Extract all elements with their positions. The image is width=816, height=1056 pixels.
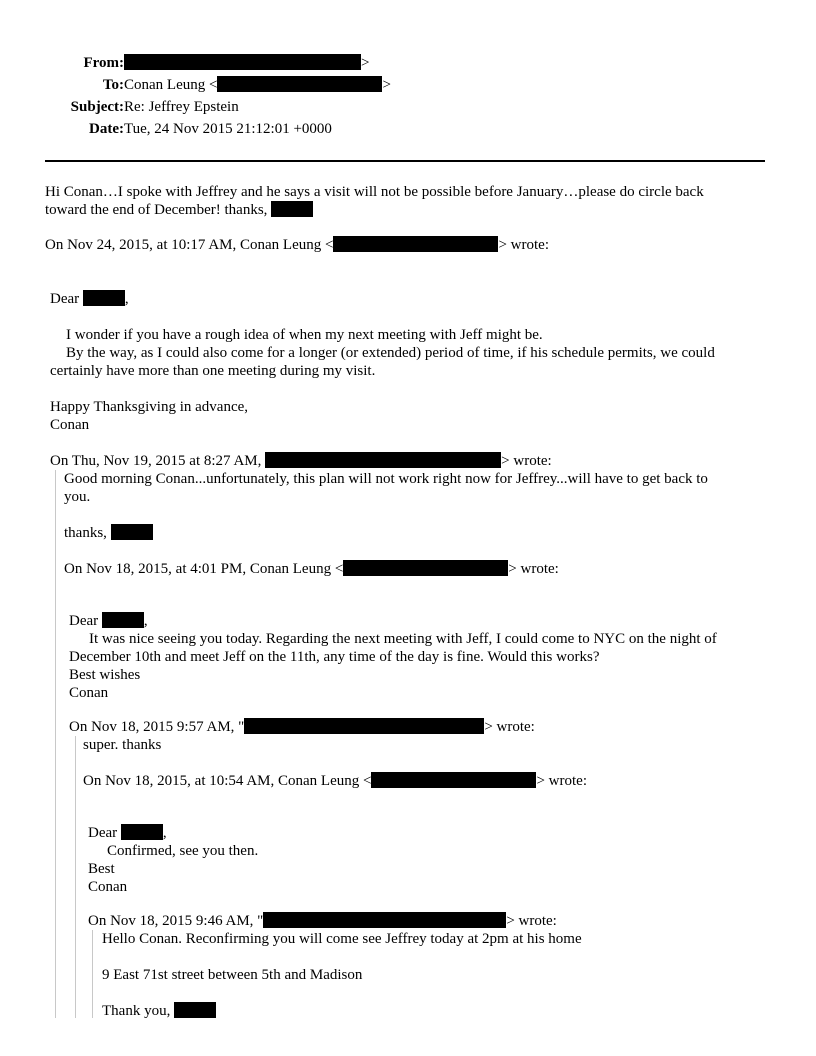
redaction-bar [174, 1002, 216, 1018]
redaction-bar [124, 54, 361, 70]
quote1-closing-1: Happy Thanksgiving in advance, [50, 399, 249, 415]
reply-line-1: Hi Conan…I spoke with Jeffrey and he says a visit will not be possible before January…please do circle back [45, 184, 704, 200]
quote3-line-4: Conan [69, 685, 109, 701]
quote3-line-3: Best wishes [69, 667, 141, 683]
quote3-attribution: On Nov 18, 2015, at 4:01 PM, Conan Leung < > wrote: [64, 561, 559, 577]
redaction-bar [343, 560, 508, 576]
quote4-attribution: On Nov 18, 2015 9:57 AM, " > wrote: [69, 719, 535, 735]
quote1-body-2a: By the way, as I could also come for a longer (or extended) period of time, if his schedule permits, we could [66, 345, 715, 361]
subject-label: Subject: [70, 99, 124, 115]
quote3-line-1: It was nice seeing you today. Regarding the next meeting with Jeff, I could come to NYC on the night of [89, 631, 717, 647]
quote3-line-2: December 10th and meet Jeff on the 11th, any time of the day is fine. Would this works? [69, 649, 600, 665]
redaction-bar [217, 76, 382, 92]
quote6-line-1: Hello Conan. Reconfirming you will come see Jeffrey today at 2pm at his home [102, 931, 582, 947]
quote2-line-2: you. [64, 489, 91, 505]
quote-bar-level-3 [92, 930, 93, 1018]
quote1-greeting: Dear , [50, 291, 129, 307]
quote-bar-level-2 [75, 736, 76, 1018]
quote-bar-level-1 [55, 470, 56, 1018]
redaction-bar [121, 824, 163, 840]
quote1-closing-2: Conan [50, 417, 90, 433]
quote5-attribution: On Nov 18, 2015, at 10:54 AM, Conan Leung < > wrote: [83, 773, 587, 789]
quote5-line-2: Best [88, 861, 115, 877]
quote5-line-1: Confirmed, see you then. [107, 843, 259, 859]
to-label: To: [102, 77, 124, 93]
quote4-line-1: super. thanks [83, 737, 162, 753]
date-value: Tue, 24 Nov 2015 21:12:01 +0000 [124, 121, 332, 137]
quote2-line-1: Good morning Conan...unfortunately, this plan will not work right now for Jeffrey...will have to get back to [64, 471, 708, 487]
redaction-bar [83, 290, 125, 306]
quote2-attribution: On Thu, Nov 19, 2015 at 8:27 AM, > wrote: [50, 453, 552, 469]
from-suffix: > [361, 55, 370, 71]
redaction-bar [333, 236, 498, 252]
quote1-body-2b: certainly have more than one meeting during my visit. [50, 363, 376, 379]
redaction-bar [265, 452, 501, 468]
reply-line-2: toward the end of December! thanks, [45, 201, 313, 219]
header-divider [45, 160, 765, 162]
to-name: Conan Leung < [124, 77, 218, 93]
redaction-bar [111, 524, 153, 540]
subject-value: Re: Jeffrey Epstein [124, 99, 239, 115]
quote5-line-3: Conan [88, 879, 128, 895]
quote6-attribution: On Nov 18, 2015 9:46 AM, " > wrote: [88, 913, 557, 929]
date-label: Date: [89, 121, 124, 137]
to-suffix: > [382, 77, 391, 93]
quote5-greeting: Dear , [88, 825, 167, 841]
redaction-bar [244, 718, 484, 734]
from-label: From: [83, 55, 124, 71]
quote1-body-1: I wonder if you have a rough idea of when my next meeting with Jeff might be. [66, 327, 543, 343]
redaction-bar [371, 772, 536, 788]
quote6-line-3: Thank you, [102, 1002, 216, 1020]
quote6-line-2: 9 East 71st street between 5th and Madison [102, 967, 363, 983]
redaction-bar [263, 912, 506, 928]
quote3-greeting: Dear , [69, 613, 148, 629]
redaction-bar [102, 612, 144, 628]
to-value [124, 76, 391, 94]
quote1-attribution: On Nov 24, 2015, at 10:17 AM, Conan Leung < > wrote: [45, 237, 549, 253]
quote2-thanks: thanks, [64, 524, 153, 542]
redaction-bar [271, 201, 313, 217]
from-value [124, 54, 369, 72]
